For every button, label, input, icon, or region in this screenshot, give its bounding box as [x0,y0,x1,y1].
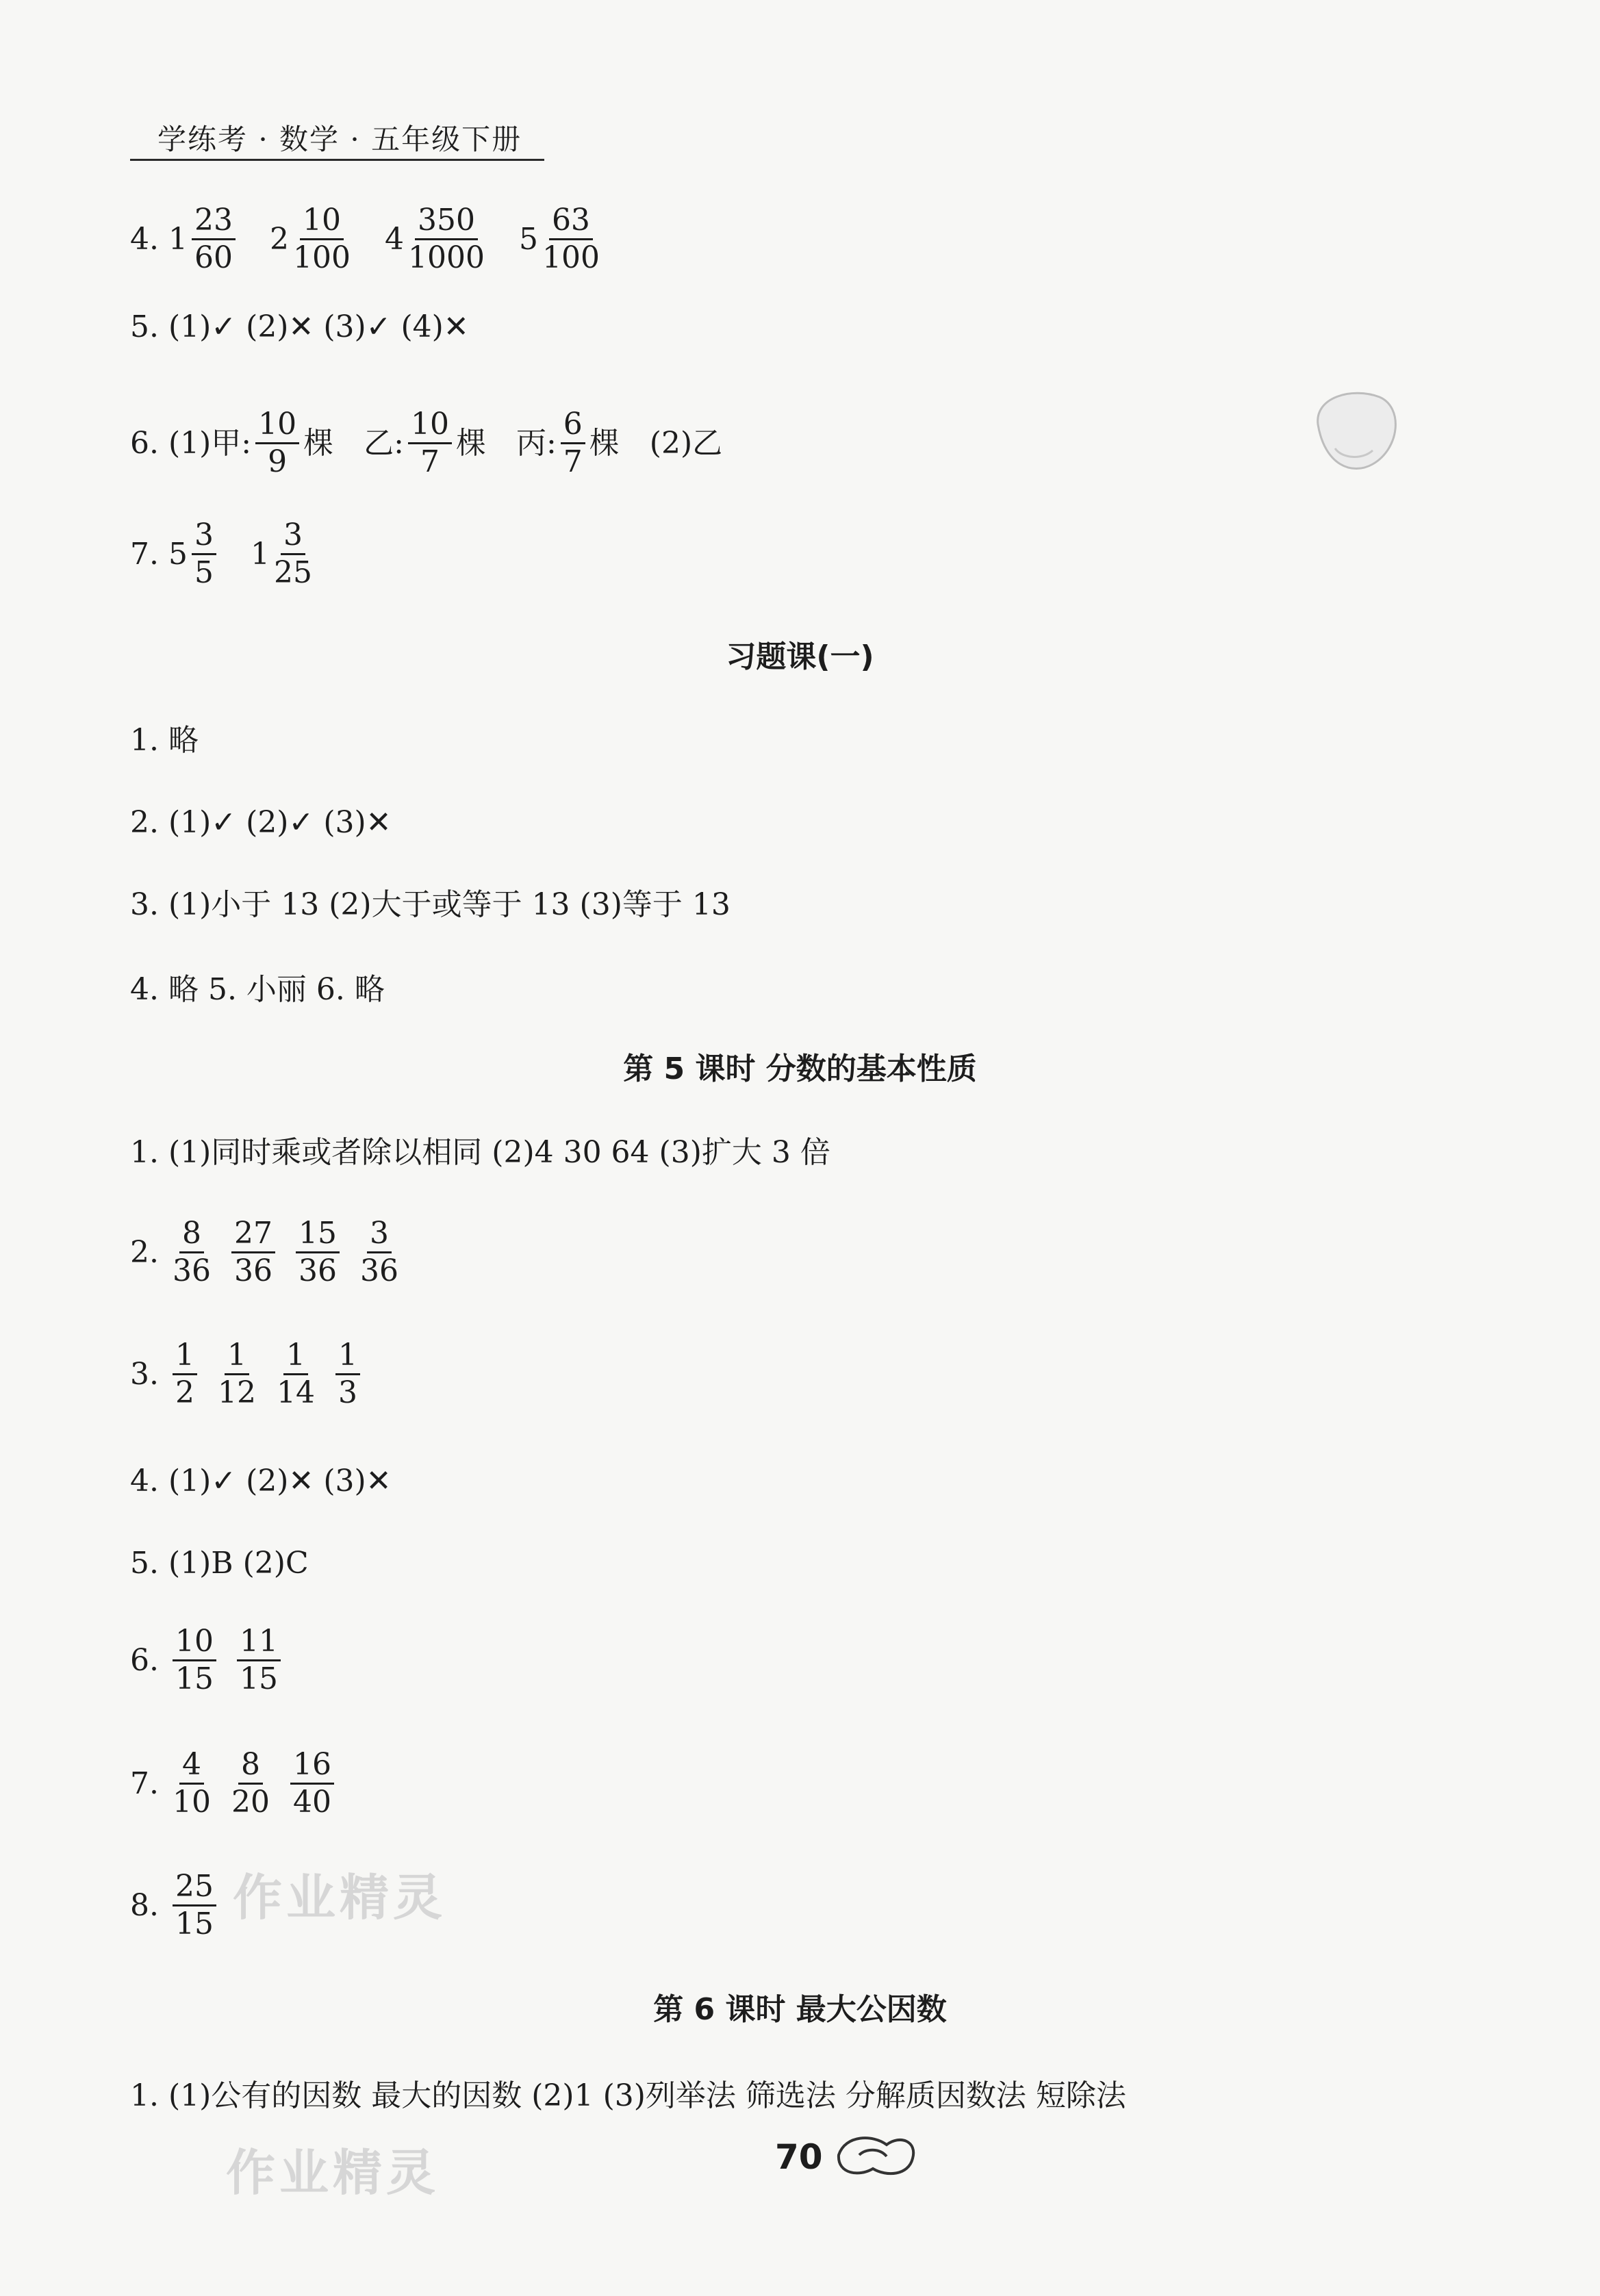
q-number: 2. [130,1234,159,1270]
whole-part: 2 [269,221,289,257]
watermark: 作业精灵 [226,2144,440,2202]
q-number: 8. [130,1887,159,1923]
stamp-icon [1304,383,1407,482]
answer-1: 1. 略 [130,723,199,758]
fraction: $\frac{10}{9}$ [255,407,299,480]
q-number: 7. [130,536,159,572]
fraction: $\frac{63}{100}$ [542,203,600,275]
answer-8 [130,1869,220,1942]
fraction: $\frac{16}{40}$ [290,1747,334,1820]
fraction: $\frac{4}{10}$ [172,1747,211,1820]
cartoon-hand-icon [832,2128,921,2185]
fraction: $\frac{1}{3}$ [335,1338,360,1411]
answer-7 [130,1747,338,1820]
answer-1: 1. (1)公有的因数 最大的因数 (2)1 (3)列举法 筛选法 分解质因数法 短除法 [130,2078,1126,2113]
fraction: $\frac{1}{12}$ [217,1338,256,1410]
fraction: $\frac{27}{36}$ [231,1216,275,1289]
answer-2 [130,1216,403,1289]
fraction: $\frac{11}{15}$ [237,1624,281,1697]
answer-5: 5. (1)✓ (2)✕ (3)✓ (4)✕ [130,309,469,344]
answer-6 [130,1624,285,1697]
fraction: $\frac{8}{36}$ [172,1216,211,1288]
answer-text: 丙: [516,425,557,461]
fraction: $\frac{25}{15}$ [173,1869,216,1942]
answer-6 [130,407,722,480]
fraction: $\frac{23}{60}$ [192,203,236,276]
whole-part: 4 [384,221,404,257]
q-number: 7. [130,1765,159,1801]
answer-3 [130,1338,364,1411]
fraction: $\frac{1}{2}$ [173,1338,197,1411]
page-number: 70 [775,2137,823,2177]
unit-text: 棵 [589,425,620,461]
answer-4-6: 4. 略 5. 小丽 6. 略 [130,972,385,1007]
answer-1: 1. (1)同时乘或者除以相同 (2)4 30 64 (3)扩大 3 倍 [130,1135,830,1170]
fraction: $\frac{1}{14}$ [276,1338,315,1410]
whole-part: 1 [250,536,270,572]
q-number: 6. [130,1642,159,1678]
section-title: 第 6 课时 最大公因数 [653,1992,947,2027]
answer-4: 4. (1)✓ (2)✕ (3)✕ [130,1464,392,1498]
fraction: $\frac{3}{36}$ [359,1216,398,1288]
fraction: $\frac{15}{36}$ [296,1216,340,1289]
fraction: $\frac{3}{5}$ [192,518,216,591]
fraction: $\frac{350}{1000}$ [407,203,485,275]
answer-3: 3. (1)小于 13 (2)大于或等于 13 (3)等于 13 [130,887,731,922]
answer-4 [130,203,604,276]
book-header: 学练考 · 数学 · 五年级下册 [130,120,544,161]
fraction: $\frac{3}{25}$ [273,518,312,590]
unit-text: 棵 [455,425,486,461]
fraction: $\frac{10}{15}$ [173,1624,216,1697]
q-number: 6. [130,425,159,461]
fraction: $\frac{10}{7}$ [408,407,452,480]
fraction: $\frac{10}{100}$ [292,203,351,275]
q-number: 3. [130,1356,159,1392]
answer-2: 2. (1)✓ (2)✓ (3)✕ [130,805,392,840]
whole-part: 5 [518,221,538,257]
fraction: $\frac{6}{7}$ [561,407,585,480]
answer-text: 乙: [364,425,404,461]
unit-text: 棵 [303,425,334,461]
q-number: 4. [130,221,159,257]
watermark: 作业精灵 [233,1869,447,1926]
whole-part: 5 [168,536,188,572]
answer-text: (1)甲: [168,425,252,461]
whole-part: 1 [168,221,188,257]
answer-text: (2)乙 [649,425,723,461]
section-title: 第 5 课时 分数的基本性质 [623,1051,977,1086]
answer-7 [130,518,316,591]
section-title: 习题课(一) [726,639,874,674]
answer-5: 5. (1)B (2)C [130,1546,309,1581]
fraction: $\frac{8}{20}$ [231,1747,270,1820]
